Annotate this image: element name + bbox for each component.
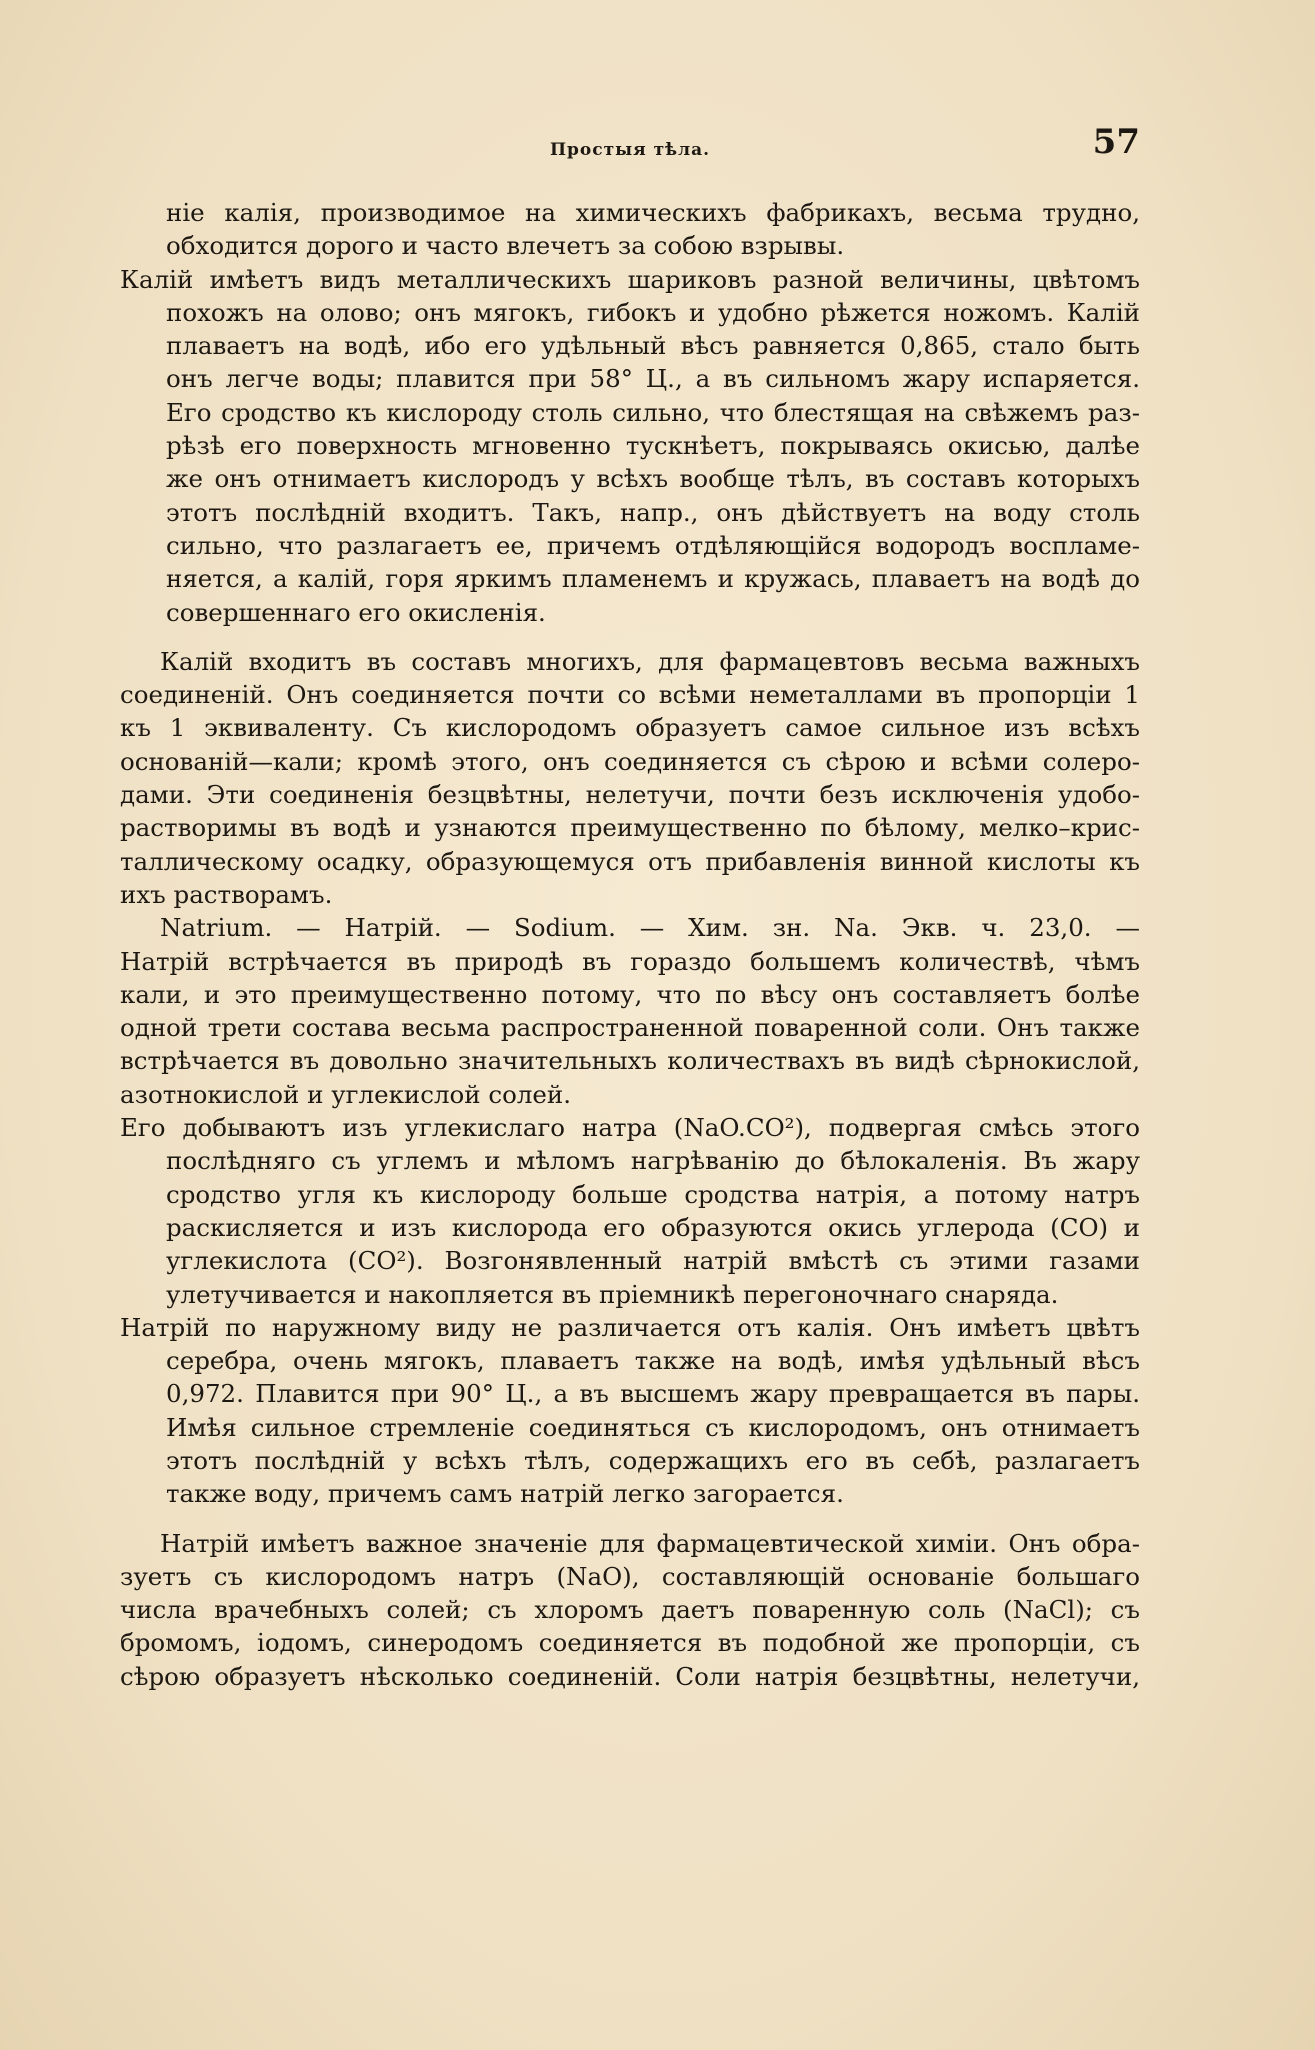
text-line: сильно, что разлагаетъ ее, причемъ отдѣляющійся водородъ воспламе- (166, 530, 1140, 560)
paragraph (120, 1111, 1140, 1311)
text-line: ихъ растворамъ. (120, 879, 333, 909)
section-heading-line: Natrium. — Натрій. — Sodium. — Хим. зн. Na. Экв. ч. 23,0. — (160, 913, 1140, 943)
text-line: азотнокислой и углекислой солей. (120, 1079, 572, 1109)
page-header (120, 118, 1140, 178)
text-line: плаваетъ на водѣ, ибо его удѣльный вѣсъ равняется 0,865, стало быть (166, 331, 1140, 361)
text-line: 0,972. Плавится при 90° Ц., а въ высшемъ жару превращается въ пары. (166, 1379, 1140, 1409)
text-line: сродство угля къ кислороду больше сродства натрія, а потому натръ (166, 1179, 1140, 1209)
text-line: же онъ отнимаетъ кислородъ у всѣхъ вообще тѣлъ, въ составъ которыхъ (166, 464, 1140, 494)
text-line: сѣрою образуетъ нѣсколько соединеній. Соли натрія безцвѣтны, нелетучи, (120, 1661, 1140, 1691)
paragraph (120, 1311, 1140, 1511)
text-line: Натрій по наружному виду не различается отъ калія. Онъ имѣетъ цвѣтъ (120, 1312, 1140, 1342)
text-line: одной трети состава весьма распространенной поваренной соли. Онъ также (120, 1013, 1140, 1043)
running-title: Простыя тѣла. (549, 140, 711, 160)
text-line: къ 1 эквиваленту. Съ кислородомъ образуетъ самое сильное изъ всѣхъ (120, 713, 1140, 743)
paragraph-gap (120, 629, 1140, 645)
text-line: числа врачебныхъ солей; съ хлоромъ даетъ поваренную соль (NaCl); съ (120, 1595, 1140, 1625)
text-line: бромомъ, іодомъ, синеродомъ соединяется въ подобной же пропорціи, съ (120, 1628, 1140, 1658)
text-line: Имѣя сильное стремленіе соединяться съ кислородомъ, онъ отнимаетъ (166, 1412, 1140, 1442)
text-line: раскисляется и изъ кислорода его образуются окись углерода (CO) и (166, 1212, 1140, 1242)
text-line: зуетъ съ кислородомъ натръ (NaO), составляющій основаніе большаго (120, 1561, 1140, 1591)
text-line: послѣдняго съ углемъ и мѣломъ нагрѣванію до бѣлокаленія. Въ жару (166, 1146, 1140, 1176)
text-line: Калій имѣетъ видъ металлическихъ шариковъ разной величины, цвѣтомъ (120, 264, 1140, 294)
paragraph (120, 1527, 1140, 1693)
text-line: углекислота (CO²). Возгонявленный натрій вмѣстѣ съ этими газами (166, 1246, 1140, 1276)
page-body (120, 196, 1140, 1693)
text-line: также воду, причемъ самъ натрій легко загорается. (166, 1479, 844, 1509)
paragraph (120, 196, 1140, 263)
text-line: совершеннаго его окисленія. (166, 597, 546, 627)
text-line: Его сродство къ кислороду столь сильно, что блестящая на свѣжемъ раз- (166, 397, 1140, 427)
text-line: растворимы въ водѣ и узнаются преимущественно по бѣлому, мелко–крис- (120, 813, 1140, 843)
text-line: этотъ послѣдній входитъ. Такъ, напр., онъ дѣйствуетъ на воду столь (166, 497, 1140, 527)
text-line: таллическому осадку, образующемуся отъ прибавленія винной кислоты къ (120, 846, 1140, 876)
text-line: похожъ на олово; онъ мягокъ, гибокъ и удобно рѣжется ножомъ. Калій (166, 297, 1140, 327)
text-line: улетучивается и накопляется въ пріемникѣ перегоночнаго снаряда. (166, 1279, 1059, 1309)
paragraph (120, 263, 1140, 629)
text-line: Натрій имѣетъ важное значеніе для фармацевтической химіи. Онъ обра- (160, 1528, 1140, 1558)
text-line: ніе калія, производимое на химическихъ фабрикахъ, весьма трудно, (166, 198, 1140, 227)
text-line: обходится дорого и часто влечетъ за собою взрывы. (166, 231, 845, 261)
text-line: дами. Эти соединенія безцвѣтны, нелетучи, почти безъ исключенія удобо- (120, 780, 1140, 810)
text-line: онъ легче воды; плавится при 58° Ц., а въ сильномъ жару испаряется. (166, 364, 1140, 394)
paragraph (120, 645, 1140, 911)
text-line: кали, и это преимущественно потому, что по вѣсу онъ составляетъ болѣе (120, 979, 1140, 1009)
page-number: 57 (1092, 122, 1140, 162)
text-line: соединеній. Онъ соединяется почти со всѣми неметаллами въ пропорціи 1 (120, 680, 1140, 710)
text-line: серебра, очень мягокъ, плаваетъ также на водѣ, имѣя удѣльный вѣсъ (166, 1346, 1140, 1376)
text-line: Калій входитъ въ составъ многихъ, для фармацевтовъ весьма важныхъ (160, 646, 1140, 676)
text-line: основаній—кали; кромѣ этого, онъ соединяется съ сѣрою и всѣми солеро- (120, 746, 1140, 776)
paragraph-gap (120, 1511, 1140, 1527)
text-line: Его добываютъ изъ углекислаго натра (NaO.CO²), подвергая смѣсь этого (120, 1113, 1140, 1143)
text-line: Натрій встрѣчается въ природѣ въ гораздо большемъ количествѣ, чѣмъ (120, 946, 1140, 976)
text-line: встрѣчается въ довольно значительныхъ количествахъ въ видѣ сѣрнокислой, (120, 1046, 1140, 1076)
text-line: этотъ послѣдній у всѣхъ тѣлъ, содержащихъ его въ себѣ, разлагаетъ (166, 1445, 1140, 1475)
paragraph (120, 911, 1140, 1111)
text-line: няется, а калій, горя яркимъ пламенемъ и кружась, плаваетъ на водѣ до (166, 564, 1140, 594)
text-line: рѣзѣ его поверхность мгновенно тускнѣетъ, покрываясь окисью, далѣе (166, 431, 1140, 461)
